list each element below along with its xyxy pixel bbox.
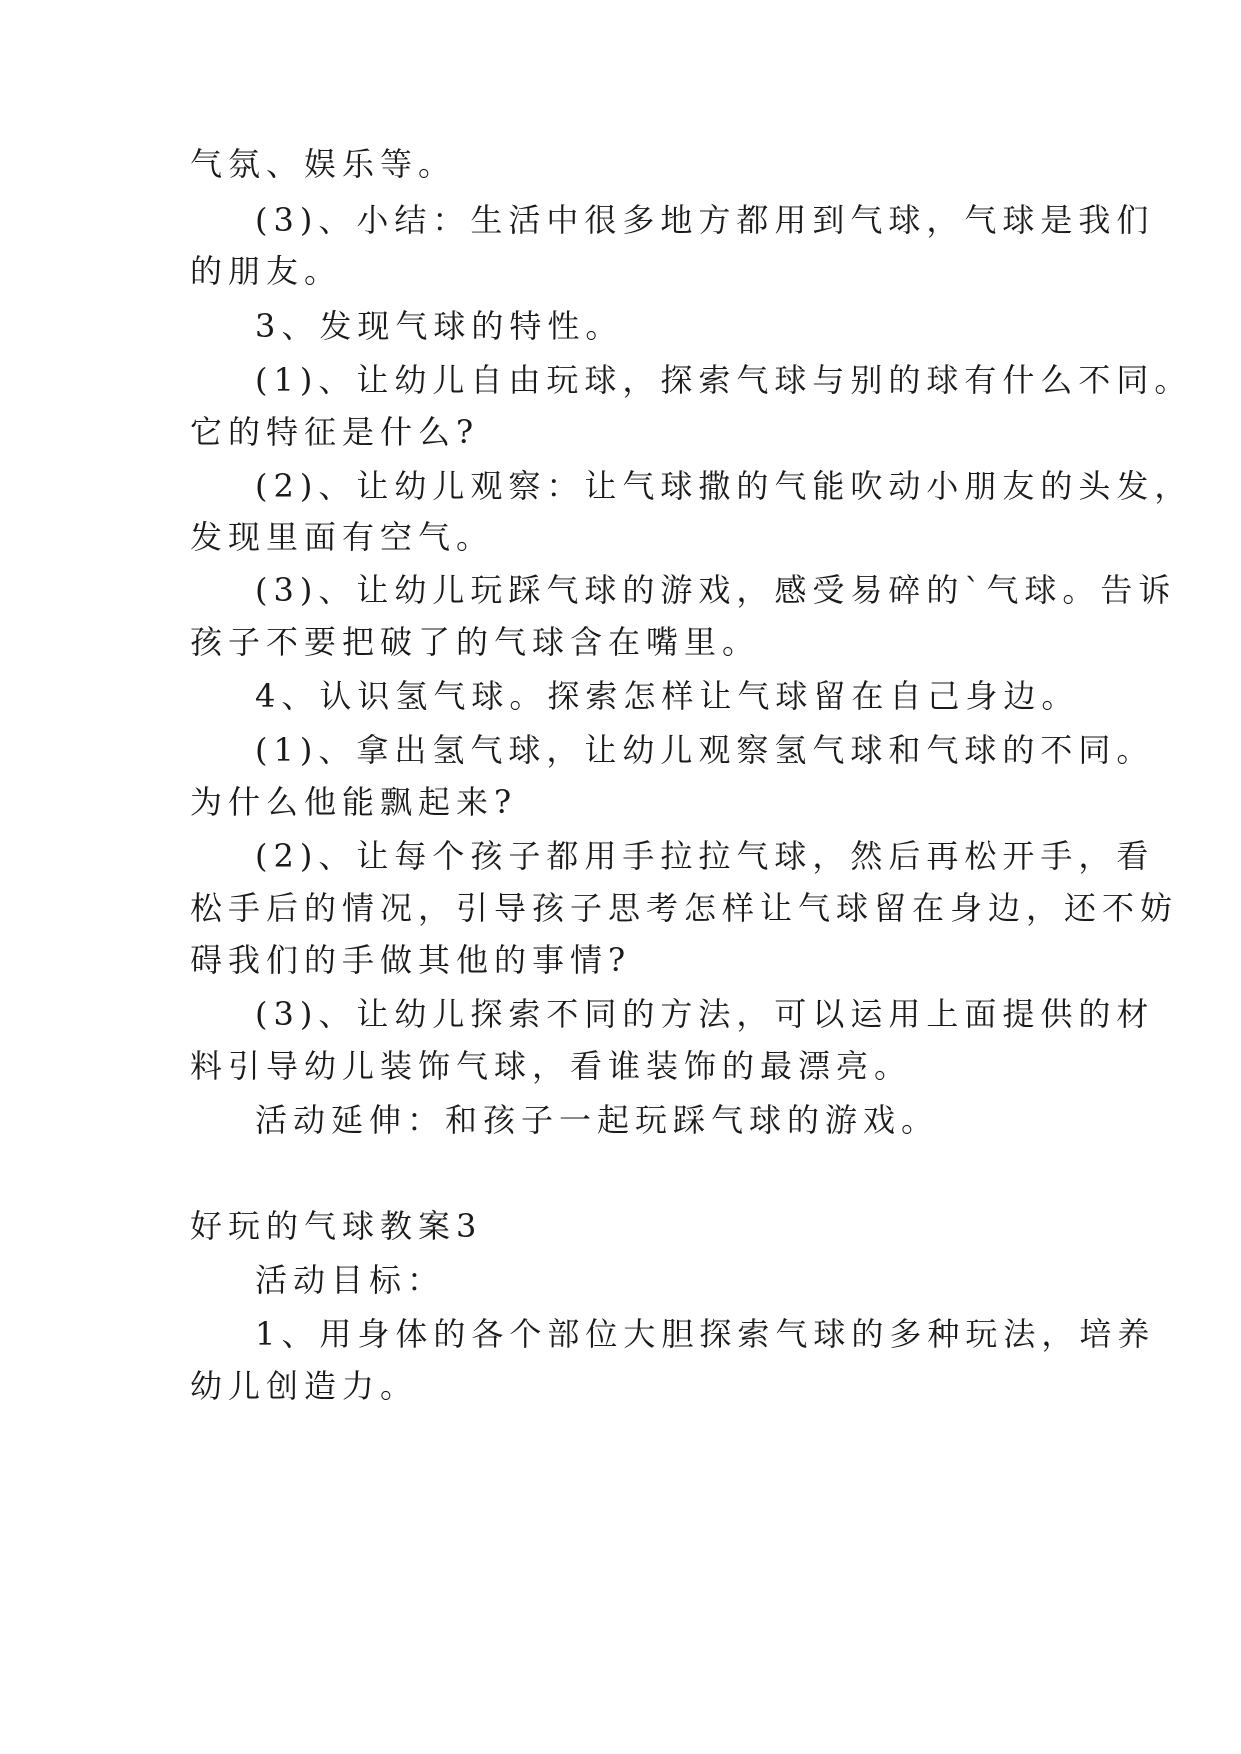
text-line: (3)、让幼儿玩踩气球的游戏，感受易碎的`气球。告诉 [255,571,1177,609]
text-line: (3)、让幼儿探索不同的方法，可以运用上面提供的材 [255,995,1155,1033]
text-line: (1)、拿出氢气球，让幼儿观察氢气球和气球的不同。 [255,731,1155,769]
text-line: 幼儿创造力。 [190,1367,419,1405]
text-line: 碍我们的手做其他的事情? [190,941,632,979]
text-line: 料引导幼儿装饰气球，看谁装饰的最漂亮。 [190,1047,913,1085]
text-line: 4、认识氢气球。探索怎样让气球留在自己身边。 [255,677,1080,715]
text-line: (2)、让幼儿观察：让气球撒的气能吹动小朋友的头发， [255,467,1193,505]
text-line: (2)、让每个孩子都用手拉拉气球，然后再松开手，看 [255,837,1155,875]
text-line: 活动目标： [255,1261,446,1299]
text-line: 气氛、娱乐等。 [190,145,457,183]
text-line: 1、用身体的各个部位大胆探索气球的多种玩法，培养 [255,1315,1156,1353]
text-line: 发现里面有空气。 [190,518,495,556]
text-line: 松手后的情况，引导孩子思考怎样让气球留在身边，还不妨 [190,889,1179,927]
text-line: (3)、小结：生活中很多地方都用到气球，气球是我们 [255,201,1155,239]
text-line: (1)、让幼儿自由玩球，探索气球与别的球有什么不同。 [255,361,1193,399]
section-heading: 好玩的气球教案3 [190,1207,483,1245]
text-line: 活动延伸：和孩子一起玩踩气球的游戏。 [255,1101,940,1139]
text-line: 3、发现气球的特性。 [255,307,624,345]
text-line: 为什么他能飘起来? [190,783,518,821]
text-line: 孩子不要把破了的气球含在嘴里。 [190,623,761,661]
text-line: 的朋友。 [190,252,343,290]
text-line: 它的特征是什么? [190,413,480,451]
